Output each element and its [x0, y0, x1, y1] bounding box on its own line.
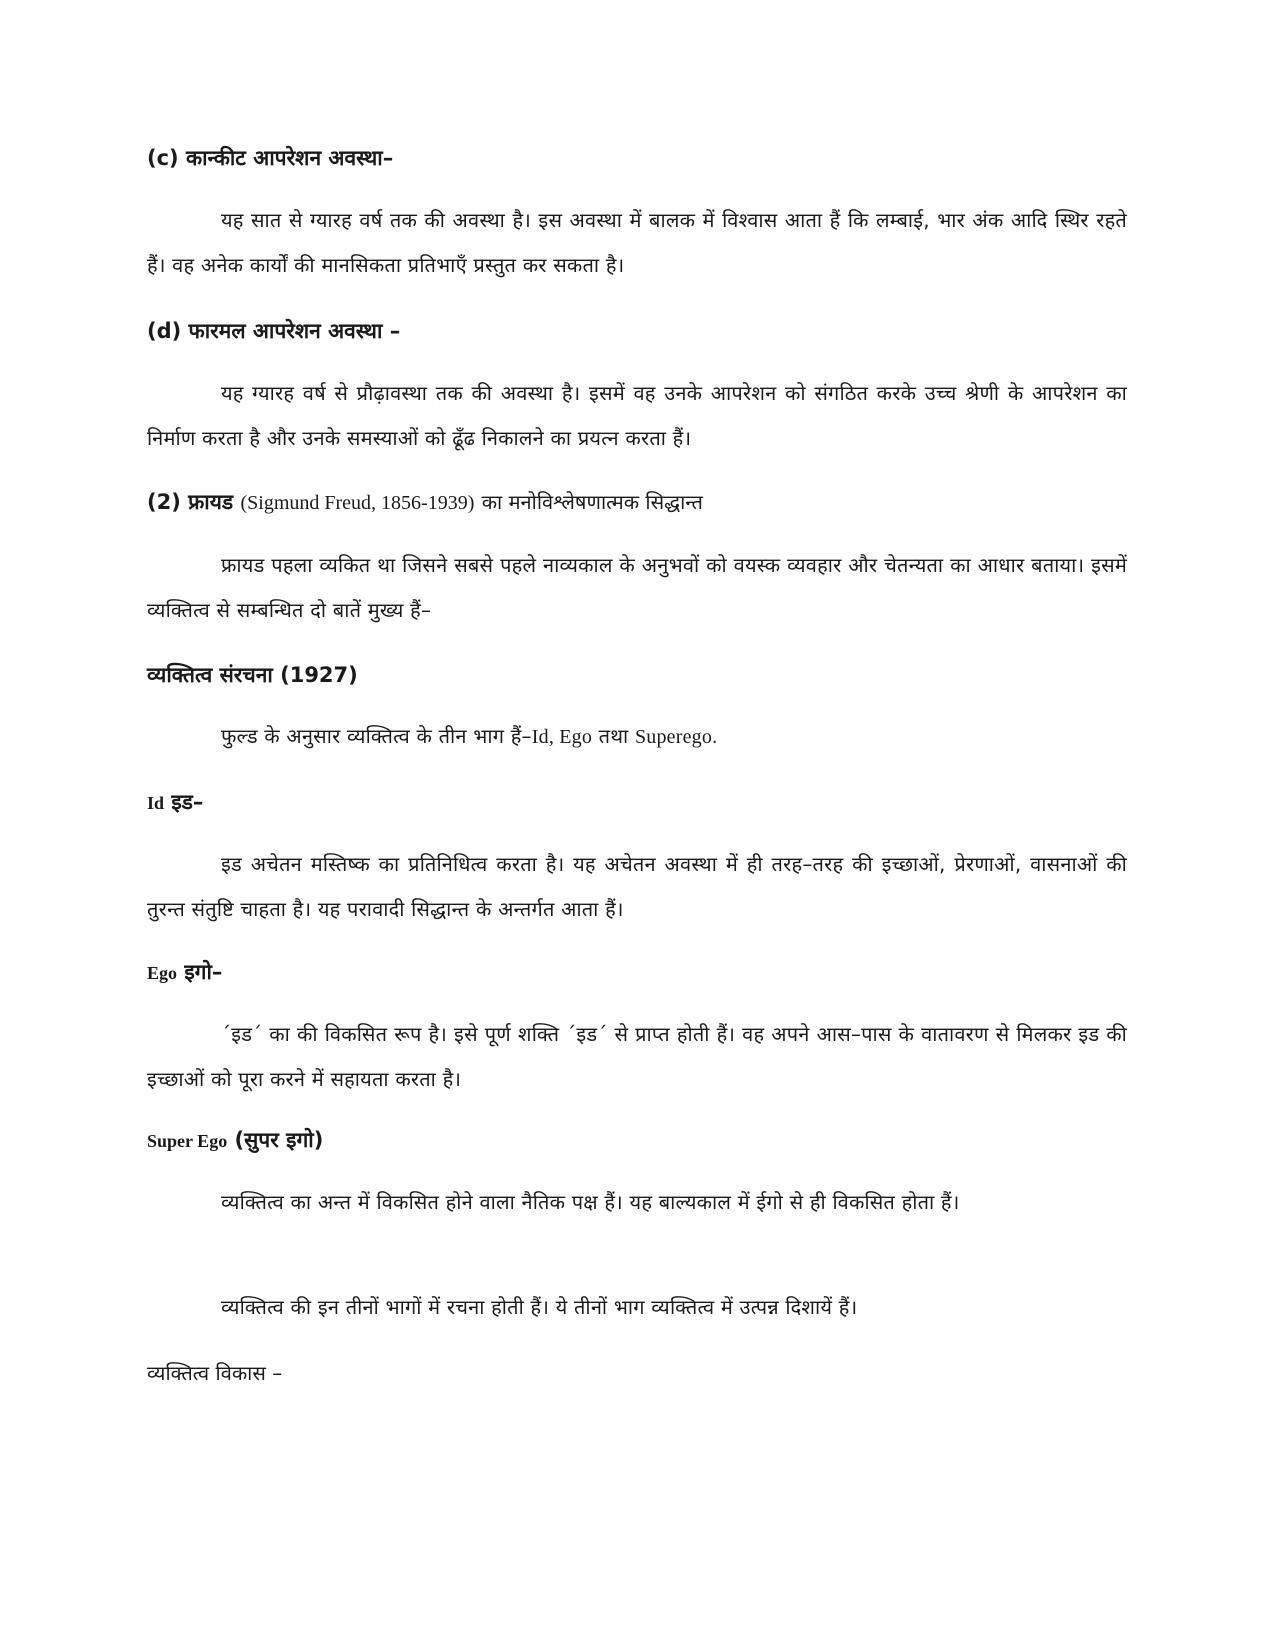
- heading-id: [147, 787, 1127, 818]
- paragraph-freud: फ्रायड पहला व्यकित था जिसने सबसे पहले नाव्यकाल के अनुभवों को वयस्क व्यवहार और चेतन्यता का आधार बताया। इसमें व्यक्तित्व से सम्बन्धित दो बातें मुख्य हैं–: [147, 553, 1127, 622]
- structure-text: फुल्ड के अनुसार व्यक्तित्व के तीन भाग हैं–: [221, 724, 532, 748]
- heading-id-hindi: इड–: [171, 790, 204, 814]
- heading-ego-hindi: इगो–: [184, 960, 223, 984]
- paragraph-ego: ´इड´ का की विकसित रूप है। इसे पूर्ण शक्ति ´इड´ से प्राप्त होती हैं। वह अपने आस–पास के वातावरण से मिलकर इड की इच्छाओं को पूरा करने में सहायता करता है।: [147, 1022, 1127, 1091]
- heading-superego-hindi: (सुपर इगो): [234, 1128, 324, 1152]
- heading-personality-structure: व्यक्तित्व संरचना (1927): [147, 663, 358, 687]
- paragraph-formal-operation: यह ग्यारह वर्ष से प्रौढ़ावस्था तक की अवस्था है। इसमें वह उनके आपरेशन को संगठित करके उच्च श्रेणी के आपरेशन का निर्माण करता है और उनके समस्याओं को ढूँढ निकालने का प्रयत्न करता हैं।: [147, 381, 1127, 450]
- heading-concrete-operation: (c) कान्कीट आपरेशन अवस्था–: [147, 146, 394, 170]
- heading-freud-number: (2) फ्रायड: [147, 490, 234, 514]
- heading-superego-latin: Super Ego: [147, 1131, 228, 1151]
- paragraph-concrete-operation: यह सात से ग्यारह वर्ष तक की अवस्था है। इस अवस्था में बालक में विश्वास आता हैं कि लम्बाई, भार अंक आदि स्थिर रहते हैं। वह अनेक कार्यों की मानसिकता प्रतिभाएँ प्रस्तुत कर सकता है।: [147, 208, 1127, 277]
- paragraph-superego: व्यक्तित्व का अन्त में विकसित होने वाला नैतिक पक्ष हैं। यह बाल्यकाल में ईगो से ही विकसित होता हैं।: [221, 1190, 960, 1214]
- heading-id-latin: Id: [147, 793, 165, 813]
- heading-freud: [147, 487, 1127, 518]
- paragraph-id: इड अचेतन मस्तिष्क का प्रतिनिधित्व करता है। यह अचेतन अवस्था में ही तरह–तरह की इच्छाओं, प्रेरणाओं, वासनाओं की तुरन्त संतुष्टि चाहता है। यह परावादी सिद्धान्त के अन्तर्गत आता हैं।: [147, 852, 1127, 921]
- heading-formal-operation: (d) फारमल आपरेशन अवस्था –: [147, 319, 401, 343]
- heading-freud-name: (Sigmund Freud, 1856-1939): [240, 492, 475, 514]
- heading-ego: [147, 957, 1127, 988]
- structure-superego: Superego.: [634, 726, 718, 748]
- structure-and: तथा: [598, 724, 629, 748]
- heading-freud-title: का मनोविश्लेषणात्मक सिद्धान्त: [481, 490, 703, 514]
- heading-personality-development: व्यक्तित्व विकास –: [147, 1361, 283, 1385]
- paragraph-personality-structure: [147, 714, 1127, 760]
- structure-id-ego: Id, Ego: [531, 726, 593, 748]
- heading-ego-latin: Ego: [147, 963, 178, 983]
- paragraph-three-parts: व्यक्तित्व की इन तीनों भागों में रचना होती हैं। ये तीनों भाग व्यक्तित्व में उत्पन्न दिशायें हैं।: [221, 1295, 858, 1319]
- heading-superego: [147, 1125, 1127, 1156]
